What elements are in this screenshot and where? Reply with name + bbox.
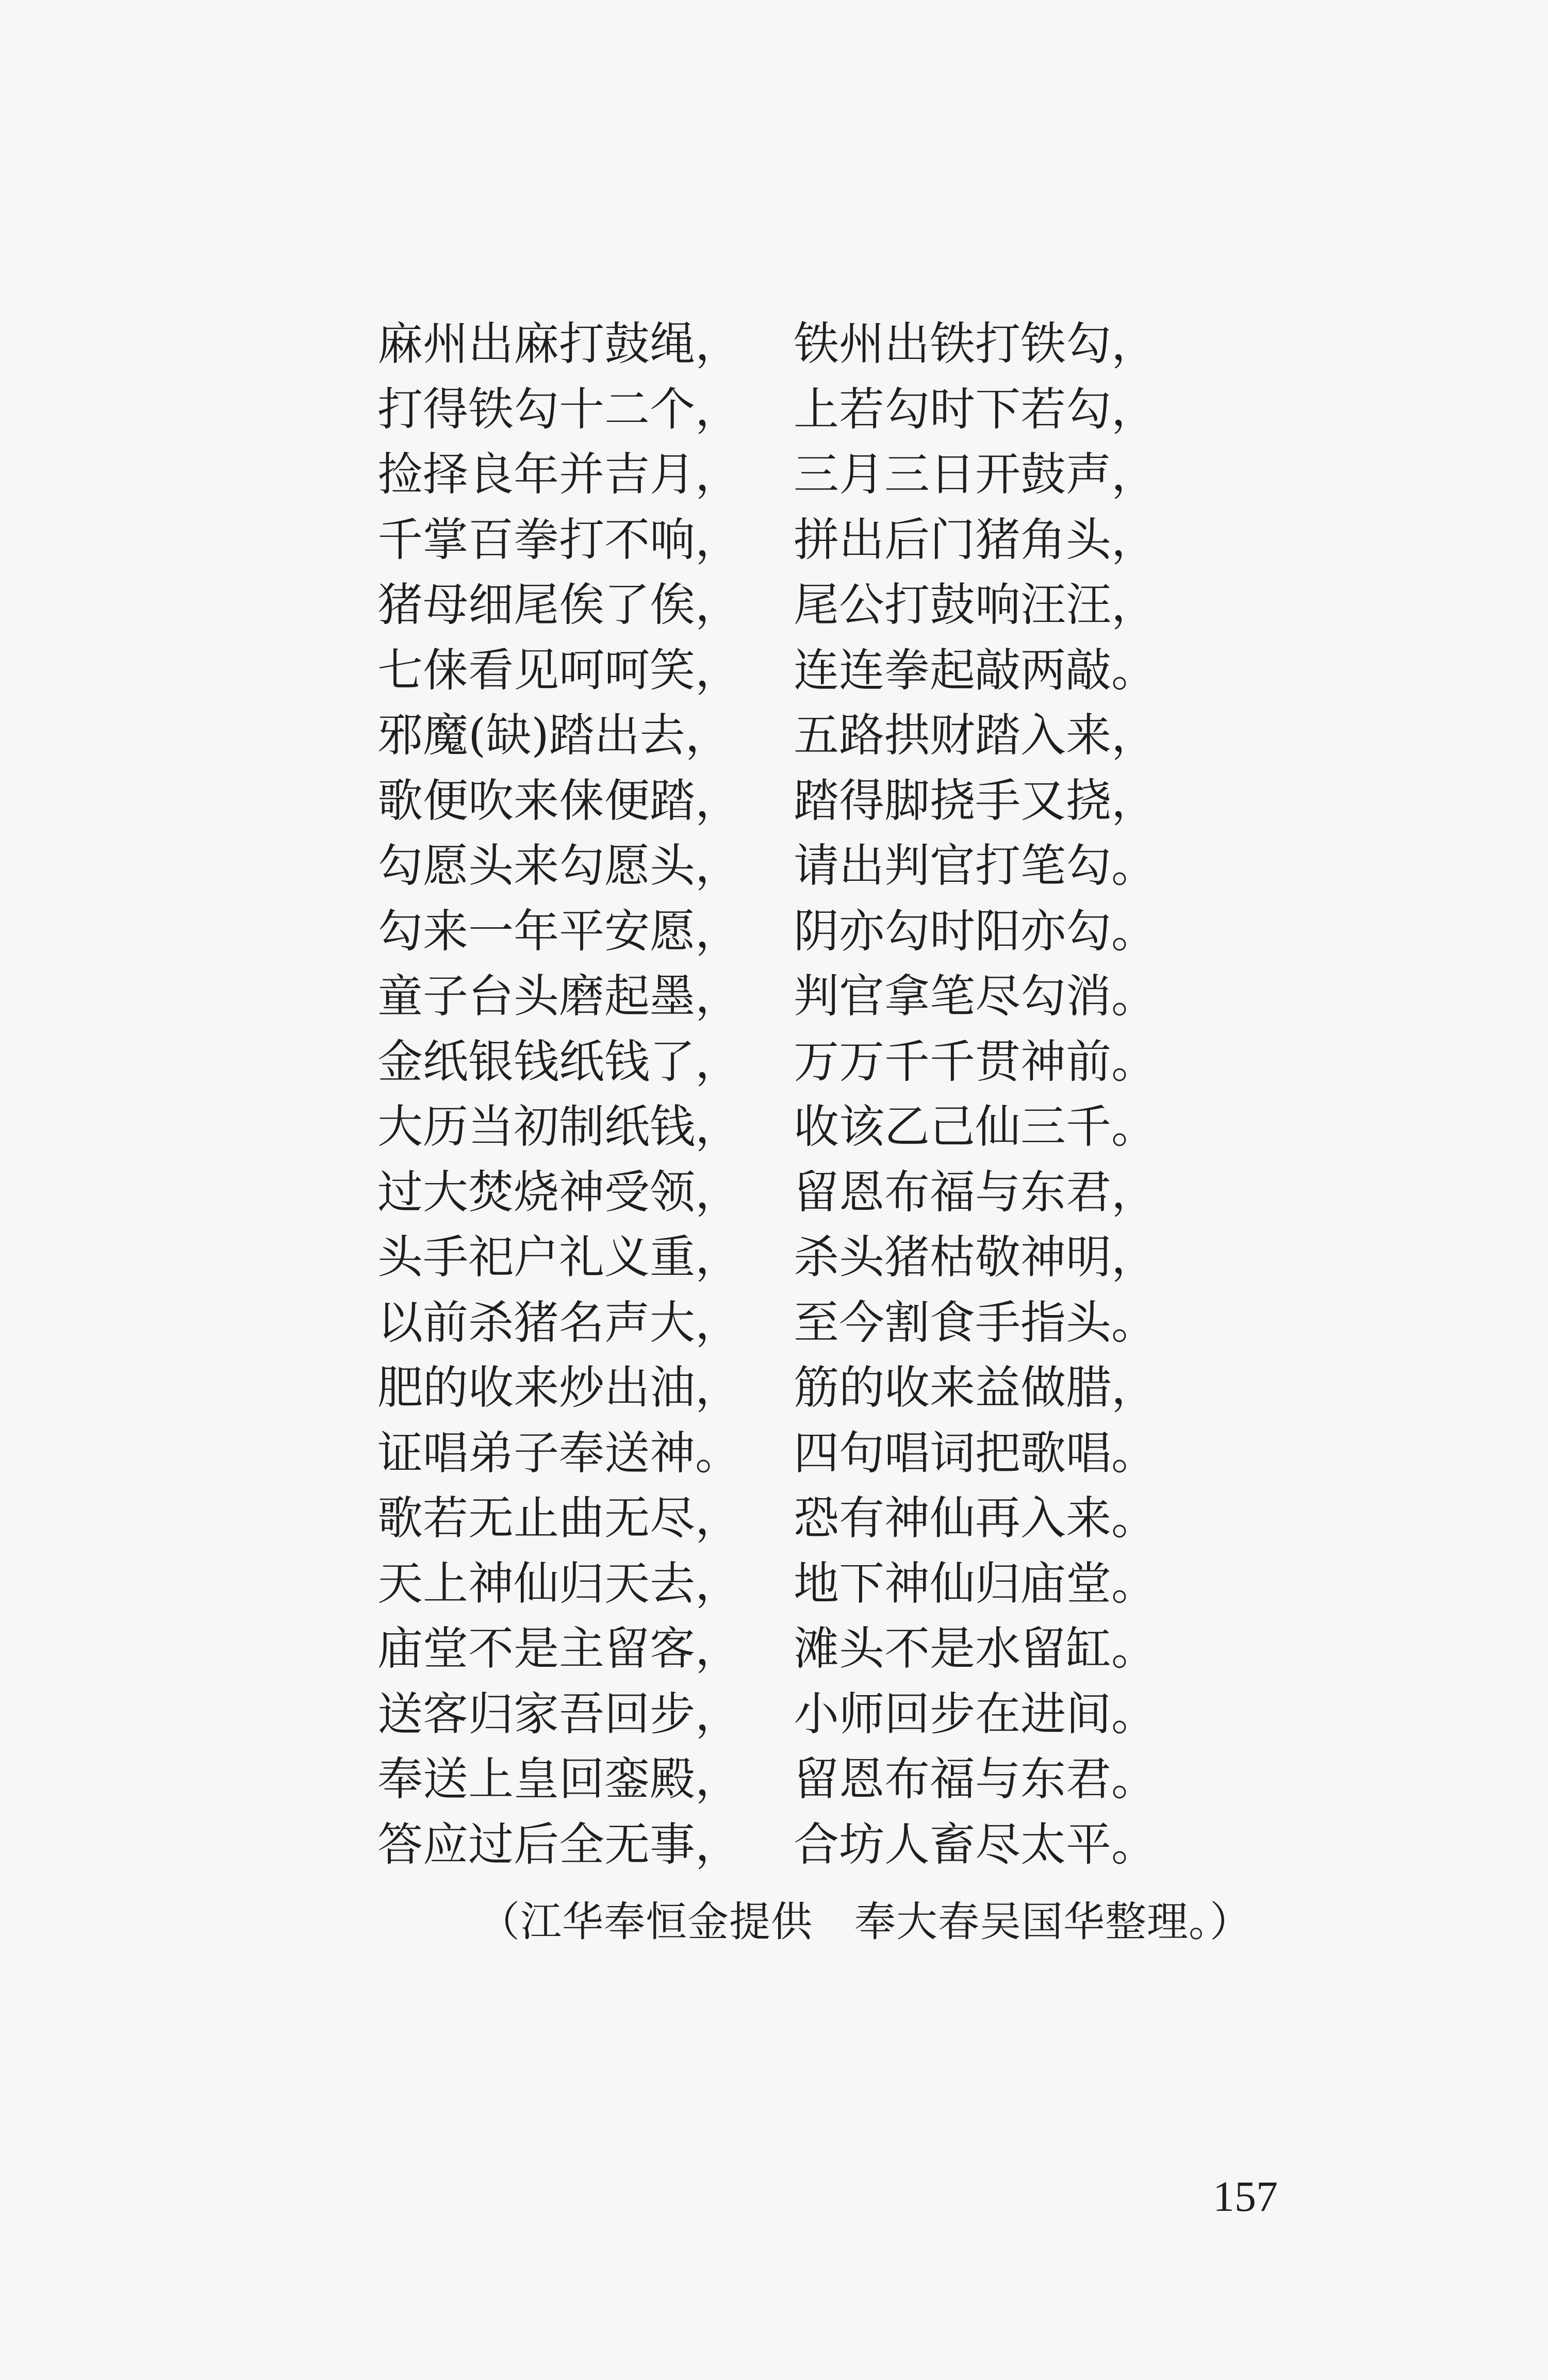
poem-line-right: 地下神仙归庙堂。 bbox=[794, 1556, 1157, 1610]
poem-line-right: 留恩布福与东君。 bbox=[794, 1752, 1157, 1805]
poem-line-left: 千掌百拳打不响， bbox=[377, 513, 741, 566]
poem-line-left: 送客归家吾回步， bbox=[377, 1687, 741, 1741]
poem-line-left: 头手祀户礼义重， bbox=[377, 1230, 741, 1284]
poem-row bbox=[377, 1747, 1254, 1812]
poem-row bbox=[377, 703, 1254, 768]
poem-line-left: 证唱弟子奉送神。 bbox=[377, 1426, 741, 1480]
poem-line-left: 歌便吹来俫便踏， bbox=[377, 774, 741, 827]
poem-line-left: 歌若无止曲无尽， bbox=[377, 1491, 741, 1545]
poem-line-left: 邪魔(缺)踏出去， bbox=[377, 709, 731, 762]
poem-row bbox=[377, 507, 1254, 573]
poem-line-left: 七俫看见呵呵笑， bbox=[377, 643, 741, 697]
poem-line-right: 合坊人畜尽太平。 bbox=[794, 1817, 1157, 1871]
poem-line-left: 以前杀猪名声大， bbox=[377, 1295, 741, 1349]
poem-line-left: 勾来一年平安愿， bbox=[377, 904, 741, 958]
poem-line-left: 答应过后全无事， bbox=[377, 1817, 741, 1871]
poem-line-right: 小师回步在进间。 bbox=[794, 1687, 1157, 1741]
poem-row bbox=[377, 572, 1254, 638]
poem-line-left: 过大焚烧神受领， bbox=[377, 1165, 741, 1219]
poem-row bbox=[377, 1029, 1254, 1095]
poem-line-left: 勾愿头来勾愿头， bbox=[377, 839, 741, 892]
poem-row bbox=[377, 1160, 1254, 1225]
poem-body bbox=[377, 311, 1254, 1877]
poem-line-right: 拼出后门猪角头， bbox=[794, 513, 1157, 566]
poem-line-right: 留恩布福与东君， bbox=[794, 1165, 1157, 1219]
poem-row bbox=[377, 311, 1254, 377]
poem-line-left: 奉送上皇回銮殿， bbox=[377, 1752, 741, 1805]
poem-line-left: 捡择良年并吉月， bbox=[377, 448, 741, 501]
poem-line-left: 猪母细尾俟了俟， bbox=[377, 578, 741, 631]
poem-row bbox=[377, 1421, 1254, 1486]
poem-row bbox=[377, 1290, 1254, 1356]
poem-row bbox=[377, 833, 1254, 899]
poem-row bbox=[377, 1094, 1254, 1160]
poem-line-right: 尾公打鼓响汪汪， bbox=[794, 578, 1157, 631]
poem-line-right: 筋的收来益做腊， bbox=[794, 1361, 1157, 1414]
poem-line-right: 滩头不是水留缸。 bbox=[794, 1622, 1157, 1675]
poem-line-right: 至今割食手指头。 bbox=[794, 1295, 1157, 1349]
poem-row bbox=[377, 1486, 1254, 1551]
poem-line-left: 童子台头磨起墨， bbox=[377, 970, 741, 1023]
poem-row bbox=[377, 1355, 1254, 1421]
poem-row bbox=[377, 1682, 1254, 1747]
poem-line-right: 判官拿笔尽勾消。 bbox=[794, 970, 1157, 1023]
page-number: 157 bbox=[1213, 2173, 1278, 2221]
poem-line-right: 四句唱词把歌唱。 bbox=[794, 1426, 1157, 1480]
poem-line-left: 金纸银钱纸钱了， bbox=[377, 1035, 741, 1088]
poem-row bbox=[377, 638, 1254, 703]
poem-row bbox=[377, 1812, 1254, 1878]
poem-row bbox=[377, 1551, 1254, 1617]
poem-line-right: 请出判官打笔勾。 bbox=[794, 839, 1157, 892]
poem-line-left: 肥的收来炒出油， bbox=[377, 1361, 741, 1414]
poem-line-right: 杀头猪枯敬神明， bbox=[794, 1230, 1157, 1284]
poem-line-right: 三月三日开鼓声， bbox=[794, 448, 1157, 501]
poem-row bbox=[377, 1616, 1254, 1682]
poem-line-left: 麻州出麻打鼓绳， bbox=[377, 317, 741, 370]
poem-line-left: 打得铁勾十二个， bbox=[377, 382, 741, 436]
poem-row bbox=[377, 768, 1254, 834]
poem-row bbox=[377, 1225, 1254, 1290]
poem-line-left: 庙堂不是主留客， bbox=[377, 1622, 741, 1675]
poem-row bbox=[377, 964, 1254, 1029]
poem-line-left: 大历当初制纸钱， bbox=[377, 1100, 741, 1153]
poem-line-right: 踏得脚挠手又挠， bbox=[794, 774, 1157, 827]
poem-row bbox=[377, 377, 1254, 442]
poem-line-right: 铁州出铁打铁勾， bbox=[794, 317, 1157, 370]
poem-line-right: 收该乙己仙三千。 bbox=[794, 1100, 1157, 1153]
poem-line-right: 连连拳起敲两敲。 bbox=[794, 643, 1157, 697]
poem-line-right: 五路拱财踏入来， bbox=[794, 709, 1157, 762]
poem-line-right: 万万千千贯神前。 bbox=[794, 1035, 1157, 1088]
credit-note: （江华奉恒金提供 奉大春吴国华整理。） bbox=[479, 1898, 1251, 1946]
poem-line-right: 上若勾时下若勾， bbox=[794, 382, 1157, 436]
poem-line-right: 恐有神仙再入来。 bbox=[794, 1491, 1157, 1545]
poem-row bbox=[377, 899, 1254, 964]
poem-row bbox=[377, 442, 1254, 507]
poem-line-right: 阴亦勾时阳亦勾。 bbox=[794, 904, 1157, 958]
poem-line-left: 天上神仙归天去， bbox=[377, 1556, 741, 1610]
